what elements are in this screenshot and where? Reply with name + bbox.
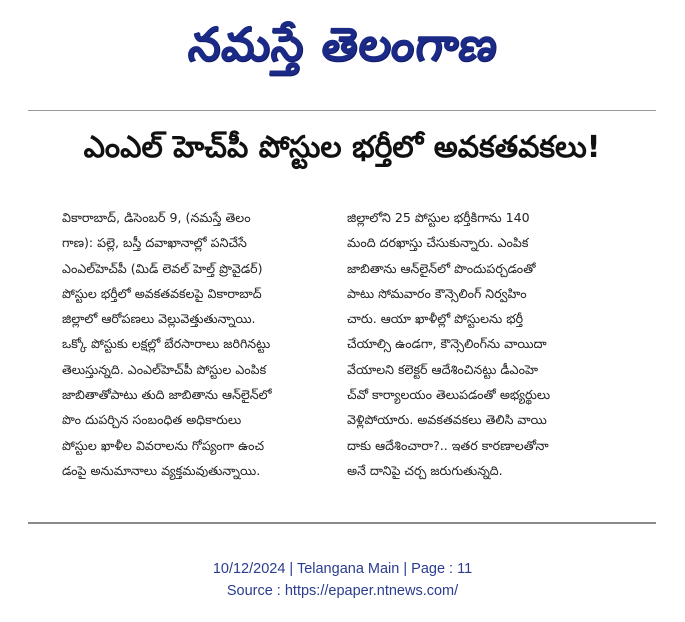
article-text-line: జాబితాను ఆన్‌లైన్‌లో పొందుపర్చడంతో (347, 260, 536, 276)
article-text-line: ఒక్కో పోస్టుకు లక్షల్లో బేరసారాలు జరిగినట్టు (62, 336, 271, 352)
newspaper-masthead (0, 0, 685, 100)
article-headline: ఎంఎల్ హెచ్‌పీ పోస్టుల భర్తీలో అవకతవకలు! (83, 130, 601, 165)
article-text-line: చేయాల్సి ఉండగా, కౌన్సెలింగ్‌ను వాయిదా (347, 336, 547, 352)
article-bottom-divider (28, 522, 656, 524)
article-text-line: జిల్లాలోని 25 పోస్టుల భర్తీకిగాను 140 (347, 210, 530, 225)
article-text-line: గాణ): పల్లె, బస్తీ దవాఖానాల్లో పనిచేసే (62, 235, 247, 251)
article-body (62, 205, 622, 510)
article-text-line: వికారాబాద్, డిసెంబర్ 9, (నమస్తే తెలం (62, 210, 251, 225)
article-text-line: దాకు ఆదేశించారా?.. ఇతర కారణాలతోనా (347, 437, 549, 453)
article-text-line: వేయాలని కలెక్టర్ ఆదేశించినట్టు డీఎంహె (347, 361, 539, 377)
publication-info: 10/12/2024 | Telangana Main | Page : 11 (212, 561, 473, 577)
article-text-line: అనే దానిపై చర్చ జరుగుతున్నది. (347, 462, 503, 478)
article-text-line: చ్‌వో కార్యాలయం తెలుపడంతో అభ్యర్థులు (347, 387, 551, 403)
masthead-divider (28, 110, 656, 111)
article-text-line: వెళ్లిపోయారు. అవకతవకలు తెలిసి వాయి (347, 412, 547, 428)
article-text-line: తెలుస్తున్నది. ఎంఎల్‌హెచ్‌పీ పోస్టుల ఎంపిక (62, 361, 267, 377)
source-link[interactable]: Source : https://epaper.ntnews.com/ (226, 583, 459, 599)
clipping-footer (0, 558, 685, 602)
article-text-line: పోస్టుల భర్తీలో అవకతవకలపై వికారాబాద్ (62, 285, 262, 301)
article-text-line: డంపై అనుమానాలు వ్యక్తమవుతున్నాయి. (62, 462, 261, 478)
article-text-line: చారు. ఆయా ఖాళీల్లో పోస్టులను భర్తీ (347, 311, 524, 327)
newspaper-logo: నమస్తే తెలంగాణ (184, 17, 502, 71)
article-text-line: జాబితాతోపాటు తుది జాబితాను ఆన్‌లైన్‌లో (62, 387, 272, 403)
article-text-line: పాటు సోమవారం కౌన్సెలింగ్ నిర్వహిం (347, 285, 527, 301)
article-text-line: మంది దరఖాస్తు చేసుకున్నారు. ఎంపిక (347, 235, 529, 251)
article-column-right (347, 205, 622, 510)
article-text-line: జిల్లాలో ఆరోపణలు వెల్లువెత్తుతున్నాయి. (62, 311, 256, 327)
article-text-line: పొం దుపర్చిన సంబంధిత అధికారులు (62, 412, 242, 428)
article-column-left (62, 205, 337, 510)
article-text-line: ఎంఎల్‌హెచ్‌పీ (మిడ్ లెవల్ హెల్త్ ప్రొవైడర్) (62, 260, 263, 276)
article-text-line: పోస్టుల ఖాళీల వివరాలను గోప్యంగా ఉంచ (62, 437, 265, 453)
